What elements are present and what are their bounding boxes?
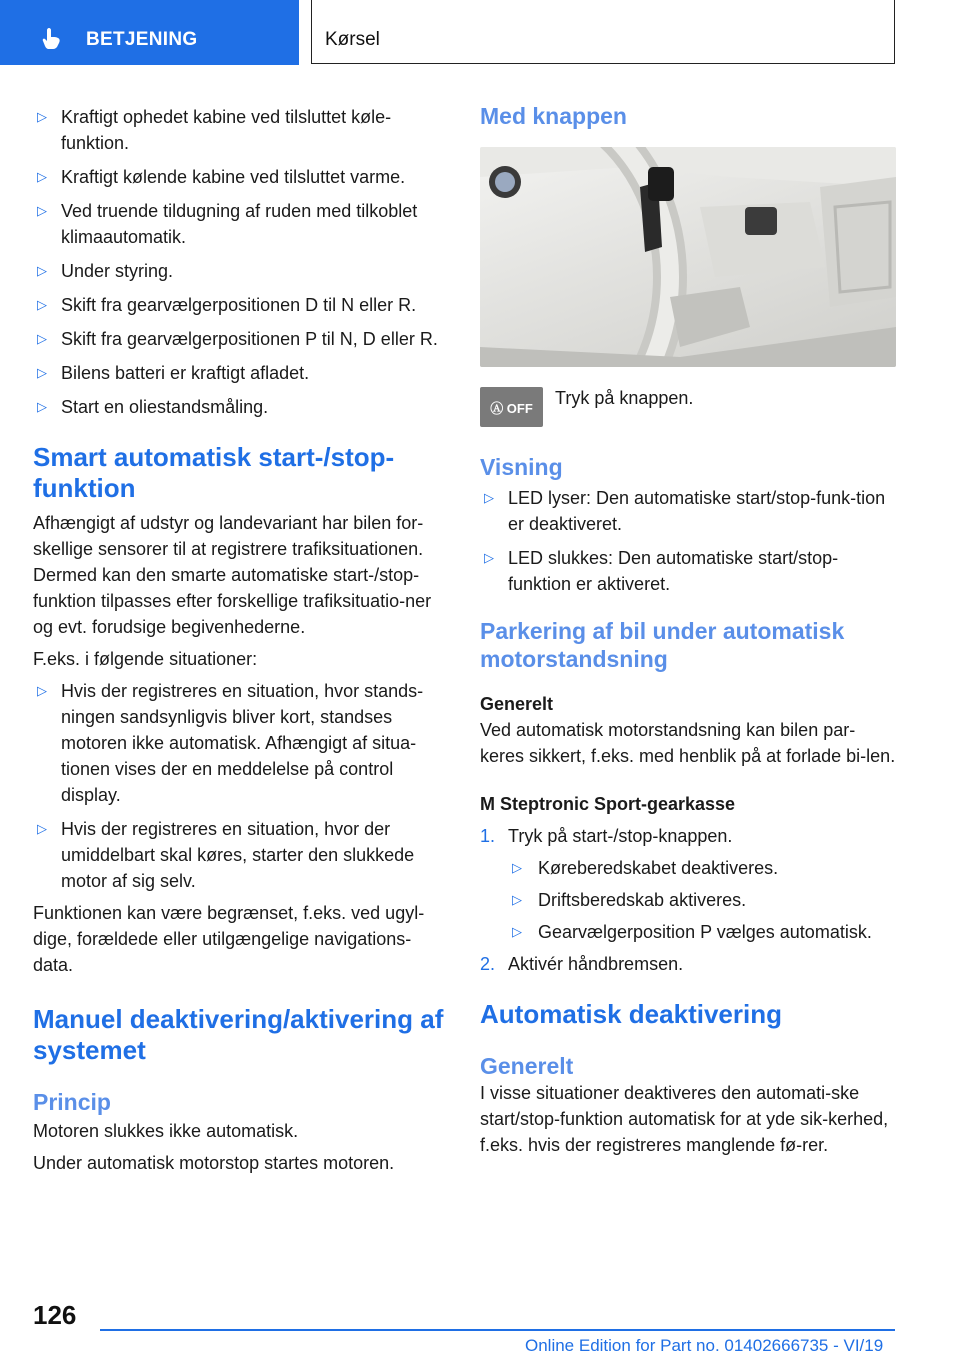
sub-list-item: ▷ Driftsberedskab aktiveres. (480, 887, 896, 913)
list-item: ▷ Bilens batteri er kraftigt afladet. (33, 360, 445, 386)
heading-principle: Princip (33, 1089, 111, 1115)
section-header (311, 0, 895, 64)
heading-general: Generelt (480, 1053, 574, 1079)
list-item: ▷ Hvis der registreres en situation, hvor der umiddelbart skal køres, starter den slukkede motor af sig selv. (33, 816, 445, 894)
page-number: 126 (33, 1300, 77, 1330)
left-column (33, 100, 445, 1176)
auto-start-stop-off-icon: Ⓐ OFF (480, 387, 543, 427)
bullet-list (33, 104, 445, 420)
triangle-bullet-icon: ▷ (37, 365, 47, 380)
footer-divider (100, 1329, 895, 1331)
paragraph: Afhængigt af udstyr og landevariant har bilen for-skellige sensorer til at registrere trafiksituationen. Dermed kan den smarte automatiske start-/stop-funktion tilpasses efter forskellige trafiksituatio-ner og evt. forudsige begivenhederne. (33, 513, 432, 637)
chapter-tab (0, 0, 299, 65)
triangle-bullet-icon: ▷ (512, 860, 522, 875)
paragraph: F.eks. i følgende situationer: (33, 649, 258, 669)
heading-display: Visning (480, 454, 563, 480)
dashboard-photo (480, 147, 896, 367)
numbered-step: 2. Aktivér håndbremsen. (480, 954, 684, 974)
numbered-step: 1. Tryk på start-/stop-knappen. (480, 826, 733, 846)
chapter-label: BETJENING (86, 29, 198, 50)
subheading-general: Generelt (480, 694, 554, 714)
hand-pointer-icon (40, 26, 64, 50)
list-item: ▷ LED slukkes: Den automatiske start/stop-funktion er aktiveret. (480, 545, 896, 597)
list-item: ▷ Hvis der registreres en situation, hvor stands-ningen sandsynligvis bliver kort, standses motoren ikke automatisk. Afhængigt af situa-tionen vises der en meddelelse på control display. (33, 678, 445, 808)
heading-with-button: Med knappen (480, 103, 627, 129)
right-column (480, 100, 896, 1158)
heading-manual-deactivation: Manuel deaktivering/aktivering af systemet (33, 1004, 444, 1065)
triangle-bullet-icon: ▷ (484, 490, 494, 505)
paragraph: I visse situationer deaktiveres den automati-ske start/stop-funktion automatisk for at yde sik-kerhed, f.eks. hvis der registreres manglende fø-rer. (480, 1083, 889, 1155)
list-item: ▷ Kraftigt ophedet kabine ved tilsluttet køle-funktion. (33, 104, 445, 156)
triangle-bullet-icon: ▷ (37, 109, 47, 124)
list-item: ▷ Kraftigt kølende kabine ved tilsluttet varme. (33, 164, 445, 190)
triangle-bullet-icon: ▷ (484, 550, 494, 565)
sub-list-item: ▷ Gearvælgerposition P vælges automatisk. (480, 919, 896, 945)
list-item: ▷ Under styring. (33, 258, 445, 284)
heading-auto-deactivation: Automatisk deaktivering (480, 999, 782, 1029)
triangle-bullet-icon: ▷ (37, 399, 47, 414)
triangle-bullet-icon: ▷ (37, 263, 47, 278)
section-title: Kørsel (325, 29, 380, 50)
list-item: ▷ LED lyser: Den automatiske start/stop-funk-tion er deaktiveret. (480, 485, 896, 537)
triangle-bullet-icon: ▷ (512, 892, 522, 907)
paragraph: Motoren slukkes ikke automatisk. (33, 1121, 299, 1141)
heading-parking: Parkering af bil under automatisk motorstandsning (480, 618, 845, 672)
list-item: ▷ Skift fra gearvælgerpositionen D til N eller R. (33, 292, 445, 318)
triangle-bullet-icon: ▷ (37, 169, 47, 184)
list-item: ▷ Start en oliestandsmåling. (33, 394, 445, 420)
triangle-bullet-icon: ▷ (37, 331, 47, 346)
triangle-bullet-icon: ▷ (37, 203, 47, 218)
triangle-bullet-icon: ▷ (512, 924, 522, 939)
instruction-text: Tryk på knappen. (555, 388, 694, 408)
paragraph: Under automatisk motorstop startes motoren. (33, 1153, 395, 1173)
edition-text: Online Edition for Part no. 01402666735 - VI/19 (525, 1336, 884, 1355)
button-instruction (480, 387, 896, 427)
triangle-bullet-icon: ▷ (37, 297, 47, 312)
triangle-bullet-icon: ▷ (37, 683, 47, 698)
heading-smart-start-stop: Smart automatisk start-/stop-funktion (33, 442, 395, 503)
paragraph: Ved automatisk motorstandsning kan bilen par-keres sikkert, f.eks. med henblik på at forlade bi-len. (480, 720, 896, 766)
subheading-steptronic: M Steptronic Sport-gearkasse (480, 794, 736, 814)
steering-wheel-illustration (480, 147, 896, 367)
list-item: ▷ Ved truende tildugning af ruden med tilkoblet klimaautomatik. (33, 198, 445, 250)
paragraph: Funktionen kan være begrænset, f.eks. ved ugyl-dige, forældede eller utilgængelige navigations-data. (33, 903, 425, 975)
sub-list-item: ▷ Køreberedskabet deaktiveres. (480, 855, 896, 881)
triangle-bullet-icon: ▷ (37, 821, 47, 836)
list-item: ▷ Skift fra gearvælgerpositionen P til N, D eller R. (33, 326, 445, 352)
